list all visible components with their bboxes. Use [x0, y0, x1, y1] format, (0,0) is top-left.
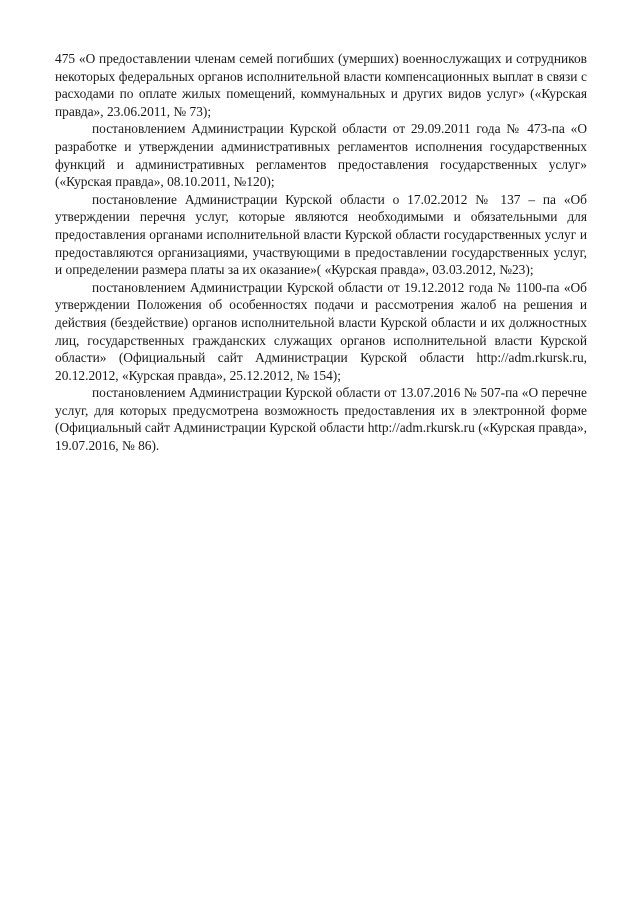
paragraph-decree-507-pa: постановлением Администрации Курской области от 13.07.2016 № 507-па «О перечне услуг, для которых предусмотрена возможность предоставления их в электронной форме (Официальный сайт Администрации Курской области http://adm.rkursk.ru («Курская правда», 19.07.2016, № 86). [55, 385, 587, 454]
paragraph-decree-1100-pa: постановлением Администрации Курской области от 19.12.2012 года № 1100-па «Об утверждении Положения об особенностях подачи и рассмотрения жалоб на решения и действия (бездействие) органов исполнительной власти Курской области и их должностных лиц, государственных гражданских служащих органов исполнительной власти Курской области» (Официальный сайт Администрации Курской области http://adm.rkursk.ru, 20.12.2012, «Курская правда», 25.12.2012, № 154); [55, 279, 587, 383]
paragraph-decree-473-pa: постановлением Администрации Курской области от 29.09.2011 года № 473-па «О разработке и утверждении административных регламентов исполнения государственных функций и административных регламентов предоставления государственных услуг» («Курская правда», 08.10.2011, №120); [55, 121, 587, 190]
paragraph-decree-137-pa: постановление Администрации Курской области о 17.02.2012 № 137 – па «Об утверждении перечня услуг, которые являются необходимыми и обязательными для предоставления органами исполнительной власти Курской области государственных услуг и предоставляются организациями, участвующими в предоставлении государственных услуг, и определении размера платы за их оказание»( «Курская правда», 03.03.2012, №23); [55, 191, 587, 278]
document-body [55, 50, 587, 455]
paragraph-law-475: 475 «О предоставлении членам семей погибших (умерших) военнослужащих и сотрудников некоторых федеральных органов исполнительной власти компенсационных выплат в связи с расходами по оплате жилых помещений, коммунальных и других видов услуг» («Курская правда», 23.06.2011, № 73); [55, 51, 587, 119]
